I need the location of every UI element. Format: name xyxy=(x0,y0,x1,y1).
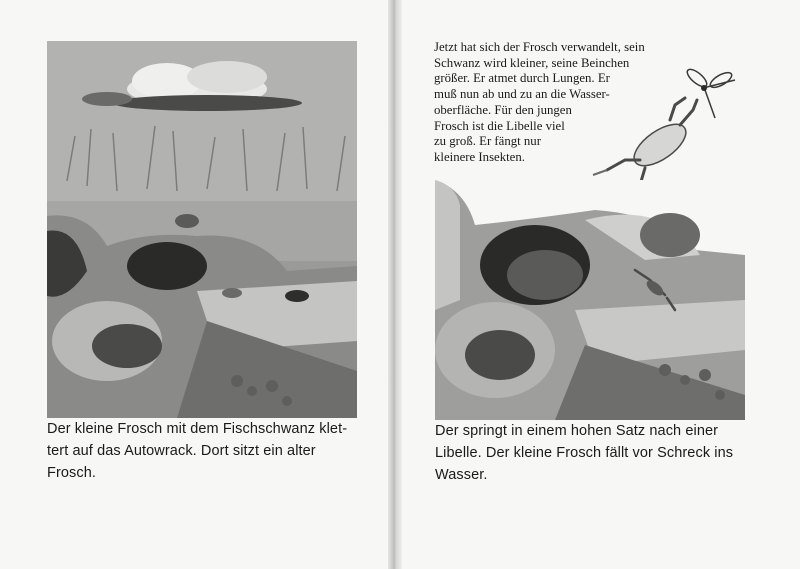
story-line: muß nun ab und zu an die Wasser- xyxy=(434,87,610,102)
story-line: Frosch ist die Libelle viel xyxy=(434,118,565,133)
caption-line: Libelle. Der kleine Frosch fällt vor Schreck ins xyxy=(435,445,734,461)
story-line: Schwanz wird kleiner, seine Beinchen xyxy=(434,55,630,70)
right-caption xyxy=(435,420,746,486)
caption-line: Der springt in einem hohen Satz nach einer xyxy=(435,423,719,439)
caption-line: Frosch. xyxy=(47,465,97,481)
left-illustration xyxy=(47,41,357,418)
book-gutter xyxy=(388,0,402,569)
caption-line: tert auf das Autowrack. Dort sitzt ein alter xyxy=(47,443,316,459)
story-line: Jetzt hat sich der Frosch verwandelt, sein xyxy=(434,40,645,54)
caption-line: Der kleine Frosch mit dem Fischschwanz klet- xyxy=(47,421,348,437)
story-line: kleinere Insekten. xyxy=(434,149,525,164)
caption-line: Wasser. xyxy=(435,467,488,483)
story-line: oberfläche. Für den jungen xyxy=(434,102,572,117)
story-line: zu groß. Er fängt nur xyxy=(434,134,541,149)
story-line: größer. Er atmet durch Lungen. Er xyxy=(434,71,610,86)
right-illustration xyxy=(435,180,745,420)
left-caption xyxy=(47,418,358,484)
